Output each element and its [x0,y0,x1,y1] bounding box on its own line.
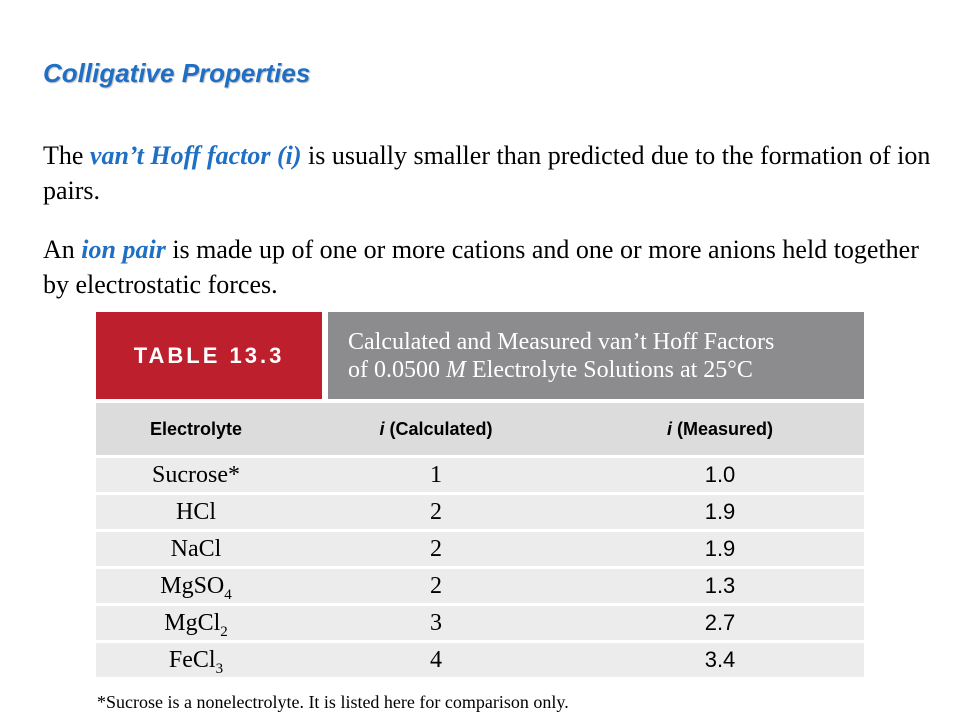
table-row [96,606,864,640]
electrolyte-cell [96,499,296,526]
caption-molarity-symbol: M [446,357,466,383]
table-row [96,569,864,603]
col-calculated-i: i [379,418,385,439]
table-row [96,643,864,677]
column-headers [96,403,864,455]
term-vant-hoff-factor: van’t Hoff factor (i) [89,141,302,170]
para2-post: is made up of one or more cations and one or more anions held together by electrostatic forces. [43,235,919,299]
measured-cell: 3.4 [704,647,736,672]
electrolyte-cell [96,609,296,640]
col-calculated-label: (Calculated) [384,418,493,439]
calculated-cell: 2 [430,572,442,599]
paragraph-vant-hoff [43,138,933,208]
measured-cell: 1.9 [704,499,736,524]
table-row [96,495,864,529]
calculated-cell: 3 [430,609,442,636]
measured-cell: 2.7 [704,610,736,635]
col-electrolyte: Electrolyte [149,418,243,439]
electrolyte-cell [96,536,296,563]
table-row [96,532,864,566]
measured-cell: 1.0 [704,462,736,487]
para2-pre: An [43,235,82,264]
electrolyte-cell [96,462,296,489]
para1-pre: The [43,141,90,170]
electrolyte-name: MgSO [160,572,225,599]
measured-cell: 1.3 [704,573,736,598]
para1-post: is usually smaller than predicted due to the formation of ion pairs. [43,141,931,205]
caption-line-2 [348,356,850,384]
electrolyte-subscript: 4 [224,586,232,603]
electrolyte-name: FeCl [168,646,216,673]
col-measured [576,419,864,440]
calculated-cell: 2 [430,535,442,562]
electrolyte-name: Sucrose* [152,461,240,488]
caption-line-2-pre: of 0.0500 [348,357,446,383]
calculated-cell: 2 [430,498,442,525]
electrolyte-cell [96,572,296,603]
term-ion-pair: ion pair [81,235,166,264]
col-measured-i: i [666,418,672,439]
caption-line-1: Calculated and Measured van’t Hoff Factors [348,329,775,355]
table-header [96,312,864,399]
table-footnote: *Sucrose is a nonelectrolyte. It is listed here for comparison only. [97,692,569,712]
caption-line-2-post: Electrolyte Solutions at 25°C [466,357,753,383]
measured-cell: 1.9 [704,536,736,561]
table-label: TABLE 13.3 [96,312,322,399]
col-calculated [296,419,576,440]
electrolyte-subscript: 2 [220,623,228,640]
electrolyte-cell [96,646,296,677]
col-measured-label: (Measured) [671,418,774,439]
electrolyte-subscript: 3 [215,660,224,677]
electrolyte-name: HCl [175,498,216,525]
vant-hoff-table [96,312,864,677]
calculated-cell: 1 [430,461,442,488]
slide-title: Colligative Properties [43,58,311,88]
table-row [96,458,864,492]
paragraph-ion-pair [43,232,933,302]
electrolyte-name: NaCl [170,535,222,562]
electrolyte-name: MgCl [164,609,221,636]
table-caption [328,312,864,399]
calculated-cell: 4 [430,646,442,673]
